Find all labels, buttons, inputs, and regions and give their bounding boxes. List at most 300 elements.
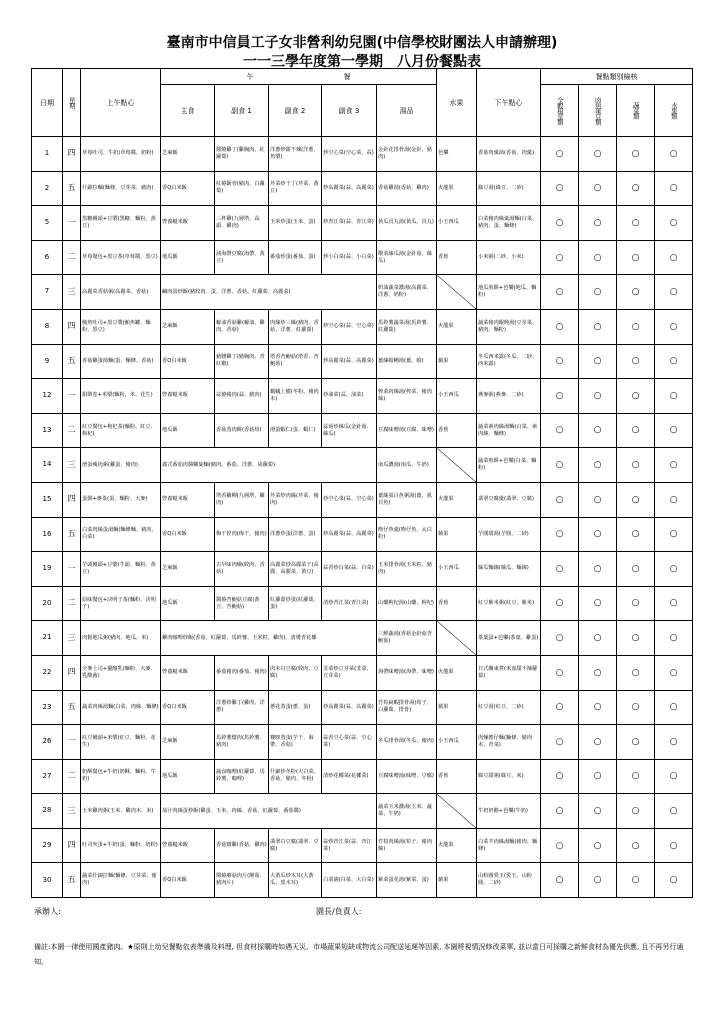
fruit-cell xyxy=(437,448,477,483)
header-week: 星期 xyxy=(63,69,81,137)
pm-snack-cell: 綠豆甜粥(綠豆、米) xyxy=(477,759,541,794)
pm-snack-cell: 紅豆湯(紅豆、二砂) xyxy=(477,690,541,725)
side3-cell: 蒜香炒白菜(蒜、白菜) xyxy=(322,552,377,587)
soup-cell: 馬鈴薯蔬菜湯(馬鈴薯、紅蘿蔔) xyxy=(377,309,437,344)
side1-cell: 紅燒飯骨(豬肉、白蘿蔔) xyxy=(215,171,269,206)
check-fruit-cell: ○ xyxy=(655,655,693,690)
am-snack-cell: 全麥土司+優酪乳(麵粉、大麥、乳酸菌) xyxy=(81,655,161,690)
am-snack-cell: 高麗菜香菇粥(高麗菜、香菇) xyxy=(81,275,161,310)
pm-snack-cell: 日式關東煮(米血甜不辣蘿蔔) xyxy=(477,655,541,690)
am-snack-cell: 白菜肉絲蛋湯麵(麵條麵、豬肉、白菜) xyxy=(81,517,161,552)
lunch-combined-cell: 鹹肉蛋炒飯(豬絞肉、蛋、洋蔥、香菇、紅蘿蔔、高麗菜) xyxy=(161,275,377,310)
check-vegetable-cell: ○ xyxy=(617,309,655,344)
soup-cell: 奶油蔬菜濃湯(高麗菜、洋蔥、奶粉) xyxy=(377,275,437,310)
header-soup: 湯品 xyxy=(377,85,437,137)
soup-cell: 冬瓜排骨湯(冬瓜、豬肉) xyxy=(377,725,437,760)
check-protein-cell: ○ xyxy=(579,690,617,725)
soup-cell: 竹筍扁蝦排骨湯(筍子、白蘿蔔、排骨) xyxy=(377,690,437,725)
check-fruit-cell: ○ xyxy=(655,206,693,241)
am-snack-cell: 奶酥餐包+牛奶(奶酥、麵粉、牛奶) xyxy=(81,759,161,794)
fruit-cell: 香蕉 xyxy=(437,586,477,621)
staple-cell: 地瓜飯 xyxy=(161,586,215,621)
check-vegetable-cell: ○ xyxy=(617,171,655,206)
date-cell: 13 xyxy=(32,413,63,448)
check-protein-cell: ○ xyxy=(579,482,617,517)
menu-row xyxy=(32,725,693,760)
pm-snack-cell: 翡翠豆腐羹(翡翠、豆腐) xyxy=(477,482,541,517)
check-vegetable-cell: ○ xyxy=(617,828,655,863)
side1-cell: 塔香雞柳(九層塔、雞肉) xyxy=(215,482,269,517)
am-snack-cell: 蔬菜什錦拉麵(麵條、豆芽菜、豬肉) xyxy=(81,863,161,898)
check-fruit-cell: ○ xyxy=(655,552,693,587)
date-cell: 30 xyxy=(32,863,63,898)
pm-snack-cell: 燕麥粥(燕麥、二砂) xyxy=(477,379,541,414)
pm-snack-cell: 山粉圓愛玉(愛玉、山粉圓、二砂) xyxy=(477,863,541,898)
fruit-cell: 小玉西瓜 xyxy=(437,552,477,587)
menu-row xyxy=(32,309,693,344)
side2-cell: 玉米炒蛋(玉米、蛋) xyxy=(269,206,322,241)
date-cell: 12 xyxy=(32,379,63,414)
side3-cell: 白菜滷(白菜、大白菜) xyxy=(322,863,377,898)
soup-cell: 竹筍肉絲湯(筍子、豬肉絲) xyxy=(377,828,437,863)
fruit-cell: 芭樂 xyxy=(437,137,477,172)
am-snack-cell: 鮪魚吐司+黑豆漿(鮪魚罐、麵粉、黑豆) xyxy=(81,309,161,344)
menu-row xyxy=(32,621,693,656)
fruit-cell: 火龍果 xyxy=(437,482,477,517)
check-protein-cell: ○ xyxy=(579,828,617,863)
check-fruit-cell: ○ xyxy=(655,344,693,379)
meal-table xyxy=(31,68,693,898)
check-grains-cell: ○ xyxy=(541,828,579,863)
staple-cell: 營養糙米飯 xyxy=(161,379,215,414)
weekday-cell: 五 xyxy=(63,690,81,725)
check-protein-cell: ○ xyxy=(579,725,617,760)
soup-cell: 豆腐味噌湯(豆腐、味噌) xyxy=(377,413,437,448)
soup-cell: 三鮮蔬湯(香菇金針菇杏鮑菇) xyxy=(377,621,437,656)
check-grains-cell: ○ xyxy=(541,482,579,517)
check-grains-cell: ○ xyxy=(541,552,579,587)
pm-snack-cell: 地瓜煎餅+芭樂(地瓜、麵粉) xyxy=(477,275,541,310)
date-cell: 5 xyxy=(32,206,63,241)
staple-cell: 香Q白米飯 xyxy=(161,171,215,206)
soup-cell: 山藥枸杞湯(山藥、枸杞) xyxy=(377,586,437,621)
date-cell: 8 xyxy=(32,309,63,344)
pm-snack-cell: 紅豆紫米粥(紅豆、紫米) xyxy=(477,586,541,621)
side1-cell: 蠔油香菇雞(蠔油、雞肉、香菇) xyxy=(215,309,269,344)
staple-cell: 香Q白米飯 xyxy=(161,863,215,898)
check-fruit-cell: ○ xyxy=(655,240,693,275)
check-protein-cell: ○ xyxy=(579,344,617,379)
check-grains-cell: ○ xyxy=(541,206,579,241)
pm-snack-cell: 冬瓜西米露(冬瓜、二砂、西米露) xyxy=(477,344,541,379)
menu-row xyxy=(32,794,693,829)
am-snack-cell: 蔬菜肉絲湯麵(白菜、肉絲、麵條) xyxy=(81,690,161,725)
date-cell: 6 xyxy=(32,240,63,275)
side2-cell: 賽咪蒸蛋(芋干、海帶、香菇) xyxy=(269,725,322,760)
pm-snack-cell: 白菜羊肉絲湯麵(豬肉、麵條) xyxy=(477,828,541,863)
check-grains-cell: ○ xyxy=(541,309,579,344)
side1-cell: 蔬食咖哩(紅蘿蔔、馬鈴薯、咖哩) xyxy=(215,759,269,794)
fruit-cell: 蘋果 xyxy=(437,344,477,379)
side1-cell: 番茄豬肉(番茄、豬肉) xyxy=(215,655,269,690)
check-vegetable-cell: ○ xyxy=(617,482,655,517)
date-cell: 14 xyxy=(32,448,63,483)
weekday-cell: 五 xyxy=(63,344,81,379)
check-vegetable-cell: ○ xyxy=(617,690,655,725)
soup-cell: 豆腐味噌湯(味噌、豆腐) xyxy=(377,759,437,794)
pm-snack-cell: 香菇肉羹湯(香菇、肉羹) xyxy=(477,137,541,172)
check-grains-cell: ○ xyxy=(541,517,579,552)
header-date: 日期 xyxy=(32,69,63,137)
check-grains-cell: ○ xyxy=(541,655,579,690)
check-fruit-cell: ○ xyxy=(655,863,693,898)
side3-cell: 清炒花椰菜(花椰菜) xyxy=(322,759,377,794)
check-vegetable-cell: ○ xyxy=(617,379,655,414)
header-vegetable: 蔬菜類 xyxy=(617,85,655,137)
fruit-cell: 火龍果 xyxy=(437,655,477,690)
side2-cell: 滑蛋蝦仁(蛋、蝦仁) xyxy=(269,413,322,448)
check-protein-cell: ○ xyxy=(579,552,617,587)
weekday-cell: 五 xyxy=(63,171,81,206)
menu-row xyxy=(32,655,693,690)
pm-snack-cell: 蔬菜素肉絲湯麵(白菜、素肉絲、麵條) xyxy=(477,413,541,448)
check-fruit-cell: ○ xyxy=(655,309,693,344)
check-grains-cell: ○ xyxy=(541,794,579,829)
check-fruit-cell: ○ xyxy=(655,794,693,829)
check-grains-cell: ○ xyxy=(541,379,579,414)
fruit-cell: 蘋果 xyxy=(437,690,477,725)
fruit-cell xyxy=(437,275,477,310)
check-vegetable-cell: ○ xyxy=(617,621,655,656)
pm-snack-cell: 牛奶奶酪+芭樂(牛奶) xyxy=(477,794,541,829)
am-snack-cell: 草莓餐包+黑豆茶(草莓醬、黑豆) xyxy=(81,240,161,275)
check-grains-cell: ○ xyxy=(541,344,579,379)
soup-cell: 海帶味噌湯(海帶、味噌) xyxy=(377,655,437,690)
side3-cell: 炒高麗菜(蒜、高麗菜) xyxy=(322,344,377,379)
menu-row xyxy=(32,344,693,379)
check-protein-cell: ○ xyxy=(579,586,617,621)
lunch-combined-cell: 茄汁肉絲蛋炒飯(雞蛋、玉米、肉絲、香菇、紅蘿蔔、番茄醬) xyxy=(161,794,377,829)
pm-snack-cell: 絲瓜麵線(絲瓜、麵線) xyxy=(477,552,541,587)
check-fruit-cell: ○ xyxy=(655,137,693,172)
fruit-cell xyxy=(437,621,477,656)
side2-cell: 肉末白豆腐(絞肉、豆腐) xyxy=(269,655,322,690)
am-snack-cell: 草莓吐司、牛奶(草莓醬、奶粉) xyxy=(81,137,161,172)
menu-row xyxy=(32,171,693,206)
pm-snack-cell: 蔬菜煎餅+芭樂(白菜、麵粉) xyxy=(477,448,541,483)
date-cell: 7 xyxy=(32,275,63,310)
check-protein-cell: ○ xyxy=(579,517,617,552)
weekday-cell: 二 xyxy=(63,413,81,448)
side1-cell: 梅干控肉(梅干、豬肉) xyxy=(215,517,269,552)
check-vegetable-cell: ○ xyxy=(617,206,655,241)
header-fruit: 水果 xyxy=(437,69,477,137)
staple-cell: 香Q白米飯 xyxy=(161,344,215,379)
side1-cell: 香菇蒸肉餅(香菇絞) xyxy=(215,413,269,448)
check-grains-cell: ○ xyxy=(541,725,579,760)
menu-row xyxy=(32,413,693,448)
check-protein-cell: ○ xyxy=(579,379,617,414)
check-fruit-cell: ○ xyxy=(655,828,693,863)
fruit-cell: 香蕉 xyxy=(437,413,477,448)
menu-row xyxy=(32,863,693,898)
check-grains-cell: ○ xyxy=(541,759,579,794)
check-fruit-cell: ○ xyxy=(655,379,693,414)
weekday-cell: 三 xyxy=(63,448,81,483)
header-lunch: 午 餐 xyxy=(161,69,437,85)
am-snack-cell: 黑糖饅頭+豆漿(黑糖、麵粉、黃豆) xyxy=(81,206,161,241)
side3-cell: 炒小白菜(蒜、小白菜) xyxy=(322,240,377,275)
am-snack-cell: 紅豆餐包+枸杞茶(麵粉、紅豆、枸杞) xyxy=(81,413,161,448)
side3-cell: 炒高麗菜(蒜、高麗菜) xyxy=(322,171,377,206)
staple-cell: 芝麻飯 xyxy=(161,725,215,760)
date-cell: 23 xyxy=(32,690,63,725)
weekday-cell: 二 xyxy=(63,586,81,621)
staple-cell: 營養糙米飯 xyxy=(161,655,215,690)
pm-snack-cell: 白菜豬肉絲羹湯麵(白菜、豬肉、蛋、麵條) xyxy=(477,206,541,241)
header-staple: 主食 xyxy=(161,85,215,137)
header-side1: 副食 1 xyxy=(215,85,269,137)
header-fruit-group: 水果類 xyxy=(655,85,693,137)
check-grains-cell: ○ xyxy=(541,413,579,448)
menu-row xyxy=(32,759,693,794)
check-grains-cell: ○ xyxy=(541,275,579,310)
fruit-cell: 火龍果 xyxy=(437,171,477,206)
check-fruit-cell: ○ xyxy=(655,275,693,310)
date-cell: 26 xyxy=(32,725,63,760)
check-protein-cell: ○ xyxy=(579,794,617,829)
side3-cell: 炒高麗菜(蒜、高麗菜) xyxy=(322,517,377,552)
weekday-cell: 二 xyxy=(63,240,81,275)
check-vegetable-cell: ○ xyxy=(617,240,655,275)
check-protein-cell: ○ xyxy=(579,413,617,448)
side2-cell: 紅蘿蔔炒蛋(紅蘿蔔、蛋) xyxy=(269,586,322,621)
am-snack-cell: 蛋餅+麥茶(蛋、麵粉、大麥) xyxy=(81,482,161,517)
am-snack-cell: 紅豆饅頭+米漿(紅豆、麵粉、花生) xyxy=(81,725,161,760)
menu-row xyxy=(32,517,693,552)
side1-cell: 蒜燒豬肉(蒜、豬肉) xyxy=(215,379,269,414)
fruit-cell: 蘋果 xyxy=(437,863,477,898)
menu-row xyxy=(32,552,693,587)
check-grains-cell: ○ xyxy=(541,586,579,621)
date-cell: 16 xyxy=(32,517,63,552)
lunch-combined-cell: 雞肉咖哩炒飯(香菇、紅蘿蔔、馬鈴薯、玉米粒、雞肉)、清燙青花椰 xyxy=(161,621,377,656)
check-vegetable-cell: ○ xyxy=(617,759,655,794)
header-group-check: 餐點類別檢核 xyxy=(541,69,693,85)
check-protein-cell: ○ xyxy=(579,309,617,344)
soup-cell: 薑絲虱目魚粥湯(薑、虱目魚) xyxy=(377,482,437,517)
check-grains-cell: ○ xyxy=(541,690,579,725)
side2-cell: 肉絲炒三絲(豬肉、香菇、洋蔥、紅蘿蔔) xyxy=(269,309,322,344)
pm-snack-cell: 小米粥(二砂、小米) xyxy=(477,240,541,275)
maker-signature-label: 承辦人: xyxy=(34,907,61,916)
side2-cell: 翡翠白豆腐(翡翠、豆腐) xyxy=(269,828,322,863)
weekday-cell: 四 xyxy=(63,655,81,690)
date-cell: 28 xyxy=(32,794,63,829)
fruit-cell: 香蕉 xyxy=(437,240,477,275)
check-vegetable-cell: ○ xyxy=(617,794,655,829)
weekday-cell: 一 xyxy=(63,552,81,587)
menu-row xyxy=(32,206,693,241)
side2-cell: 大黃瓜炒木耳(大黃瓜、黑木耳) xyxy=(269,863,322,898)
side1-cell: 馬鈴薯燉肉(馬鈴薯、豬肉) xyxy=(215,725,269,760)
check-protein-cell: ○ xyxy=(579,448,617,483)
soup-cell: 香菇雞湯(香菇、雞肉) xyxy=(377,171,437,206)
date-cell: 15 xyxy=(32,482,63,517)
menu-row xyxy=(32,137,693,172)
check-fruit-cell: ○ xyxy=(655,448,693,483)
side1-cell: 滷海帶豆腐(海帶、黃豆) xyxy=(215,240,269,275)
check-protein-cell: ○ xyxy=(579,240,617,275)
soup-cell: 黃瓜貢丸湯(黃瓜、貢丸) xyxy=(377,206,437,241)
check-grains-cell: ○ xyxy=(541,621,579,656)
weekday-cell: 五 xyxy=(63,863,81,898)
menu-row xyxy=(32,586,693,621)
menu-title: 一一三學年度第一學期 八月份餐點表 xyxy=(243,54,481,70)
weekday-cell: 五 xyxy=(63,517,81,552)
header-am-snack: 上午點心 xyxy=(81,69,161,137)
check-vegetable-cell: ○ xyxy=(617,344,655,379)
pm-snack-cell: 蔬菜豬肉餛飩湯(豆芽菜、豬肉、麵粉) xyxy=(477,309,541,344)
staple-cell: 營養糙米飯 xyxy=(161,206,215,241)
check-vegetable-cell: ○ xyxy=(617,552,655,587)
soup-cell: 金針花排骨湯(金針、豬肉) xyxy=(377,137,437,172)
am-snack-cell: 玉米雞肉粥(玉米、雞肉末、米) xyxy=(81,794,161,829)
soup-cell: 玉米排骨湯(玉米粒、豬肉) xyxy=(377,552,437,587)
menu-row xyxy=(32,828,693,863)
staple-cell: 芝麻飯 xyxy=(161,552,215,587)
side2-cell: 蔥花蒸蛋(蔥、蛋) xyxy=(269,690,322,725)
header-side2: 副食 2 xyxy=(269,85,322,137)
side3-cell: 炒空心菜(蒜、空心菜) xyxy=(322,309,377,344)
side3-cell: 蒜炒青江菜(蒜、青江菜) xyxy=(322,828,377,863)
fruit-cell: 蘋果 xyxy=(437,517,477,552)
side3-cell: 蒜菇炒絲瓜(金針菇、絲瓜) xyxy=(322,413,377,448)
weekday-cell: 二 xyxy=(63,759,81,794)
menu-row xyxy=(32,240,693,275)
check-protein-cell: ○ xyxy=(579,275,617,310)
weekday-cell: 四 xyxy=(63,482,81,517)
side2-cell: 塔香杏鮑菇(塔香、杏鮑菇) xyxy=(269,344,322,379)
check-grains-cell: ○ xyxy=(541,240,579,275)
staple-cell: 地瓜飯 xyxy=(161,759,215,794)
check-vegetable-cell: ○ xyxy=(617,448,655,483)
check-grains-cell: ○ xyxy=(541,137,579,172)
date-cell: 21 xyxy=(32,621,63,656)
check-fruit-cell: ○ xyxy=(655,690,693,725)
check-fruit-cell: ○ xyxy=(655,171,693,206)
weekday-cell: 三 xyxy=(63,621,81,656)
soup-cell: 南瓜濃湯(南瓜、牛奶) xyxy=(377,448,437,483)
side2-cell: 番茄炒蛋(番茄、蛋) xyxy=(269,240,322,275)
check-fruit-cell: ○ xyxy=(655,413,693,448)
pm-snack-cell: 綠豆湯(綠豆、二砂) xyxy=(477,171,541,206)
soup-cell: 薑絲蛤蜊湯(薑、蛤) xyxy=(377,344,437,379)
side2-cell: 芹菜炒肉絲(芹菜、豬肉) xyxy=(269,482,322,517)
staple-cell: 芝麻飯 xyxy=(161,309,215,344)
check-protein-cell: ○ xyxy=(579,621,617,656)
date-cell: 22 xyxy=(32,655,63,690)
side3-cell: 炒油菜(蒜、油菜) xyxy=(322,379,377,414)
check-vegetable-cell: ○ xyxy=(617,863,655,898)
am-snack-cell: 肉鬆地瓜粥(豬肉、地瓜、米) xyxy=(81,621,161,656)
side1-cell: 醬燒雞丁(雞胸肉、紅蘿蔔) xyxy=(215,137,269,172)
header-grains: 全穀根莖類 xyxy=(541,85,579,137)
date-cell: 27 xyxy=(32,759,63,794)
menu-row xyxy=(32,379,693,414)
date-cell: 29 xyxy=(32,828,63,863)
fruit-cell: 香蕉 xyxy=(437,759,477,794)
check-protein-cell: ○ xyxy=(579,171,617,206)
soup-cell: 紫菜蛋花湯(紫菜、蛋) xyxy=(377,863,437,898)
am-snack-cell: 芋頭饅頭+豆漿(芋頭、麵粉、黃豆) xyxy=(81,552,161,587)
am-snack-cell: 滑蛋瘦肉粥(雞蛋、豬肉) xyxy=(81,448,161,483)
check-vegetable-cell: ○ xyxy=(617,275,655,310)
side2-cell: 螞蟻上樹(冬粉、豬肉末) xyxy=(269,379,322,414)
date-cell: 20 xyxy=(32,586,63,621)
footer-note: 備註:本園一律使用國產豬肉。★原則上幼兒餐點依表準備及料理, 但食材採購時如遇天災、市場蔬果短缺或物流公司配送延遲等因素, 本園將視情況修改菜單, 並以當日可採購之新鮮食材為優先供應, 且不再另行通知。 xyxy=(34,943,684,967)
menu-row xyxy=(32,448,693,483)
school-title: 臺南市中信員工子女非營利幼兒園(中信學校財團法人申請辦理) xyxy=(166,35,558,51)
side2-cell: 洋蔥炒蛋(洋蔥、蛋) xyxy=(269,517,322,552)
side2-cell: 芹菜炒干丁(芹菜、黃豆) xyxy=(269,171,322,206)
side1-cell: 醬燒杏鮑菇豆腐(黃豆、杏鮑菇) xyxy=(215,586,269,621)
check-grains-cell: ○ xyxy=(541,448,579,483)
side1-cell: 三杯雞(九層塔、蒜頭、雞肉) xyxy=(215,206,269,241)
pm-snack-cell: 肉燥擔仔麵(麵條、豬肉末、青菜) xyxy=(477,725,541,760)
soup-cell: 蔬菜玉米濃湯(玉米、蔬菜、牛奶) xyxy=(377,794,437,829)
staple-cell: 芝麻飯 xyxy=(161,137,215,172)
side3-cell: 韭菜炒豆芽菜(韭菜、豆芽菜) xyxy=(322,655,377,690)
am-snack-cell: 香菇雞蛋湯麵(蛋、麵條、香菇) xyxy=(81,344,161,379)
check-fruit-cell: ○ xyxy=(655,725,693,760)
side1-cell: 古早味肉燥(絞肉、香菇) xyxy=(215,552,269,587)
check-vegetable-cell: ○ xyxy=(617,517,655,552)
pm-snack-cell: 茶葉蛋+芭樂(茶葉、雞蛋) xyxy=(477,621,541,656)
check-protein-cell: ○ xyxy=(579,655,617,690)
check-vegetable-cell: ○ xyxy=(617,586,655,621)
director-signature-label: 園長/負責人: xyxy=(316,907,362,916)
staple-cell: 營養糙米飯 xyxy=(161,828,215,863)
check-fruit-cell: ○ xyxy=(655,621,693,656)
am-snack-cell: 吐司夾蛋+牛奶(蛋、麵粉、奶粉) xyxy=(81,828,161,863)
weekday-cell: 三 xyxy=(63,275,81,310)
menu-row xyxy=(32,275,693,310)
am-snack-cell: 什錦拉麵(麵條、豆芽菜、豬肉) xyxy=(81,171,161,206)
check-fruit-cell: ○ xyxy=(655,517,693,552)
staple-cell: 地瓜飯 xyxy=(161,413,215,448)
side1-cell: 醬燒蘑菇肉片(蘑菇、豬肉片) xyxy=(215,863,269,898)
staple-cell: 營養糙米飯 xyxy=(161,482,215,517)
fruit-cell: 火龍果 xyxy=(437,309,477,344)
date-cell: 2 xyxy=(32,171,63,206)
check-grains-cell: ○ xyxy=(541,171,579,206)
check-grains-cell: ○ xyxy=(541,863,579,898)
side3-cell: 炒高麗菜(蒜、高麗菜) xyxy=(322,690,377,725)
side3-cell: 清炒青江菜(青江菜) xyxy=(322,586,377,621)
soup-cell: 吻仔魚羹(吻仔魚、太白粉) xyxy=(377,517,437,552)
weekday-cell: 四 xyxy=(63,309,81,344)
am-snack-cell: 甜餅卷+米漿(麵粉、米、花生) xyxy=(81,379,161,414)
fruit-cell xyxy=(437,794,477,829)
staple-cell: 香Q白米飯 xyxy=(161,690,215,725)
weekday-cell: 一 xyxy=(63,379,81,414)
weekday-cell: 四 xyxy=(63,137,81,172)
weekday-cell: 一 xyxy=(63,206,81,241)
weekday-cell: 四 xyxy=(63,828,81,863)
soup-cell: 酸菜絲瓜湯(金針菇、絲瓜) xyxy=(377,240,437,275)
menu-row xyxy=(32,690,693,725)
